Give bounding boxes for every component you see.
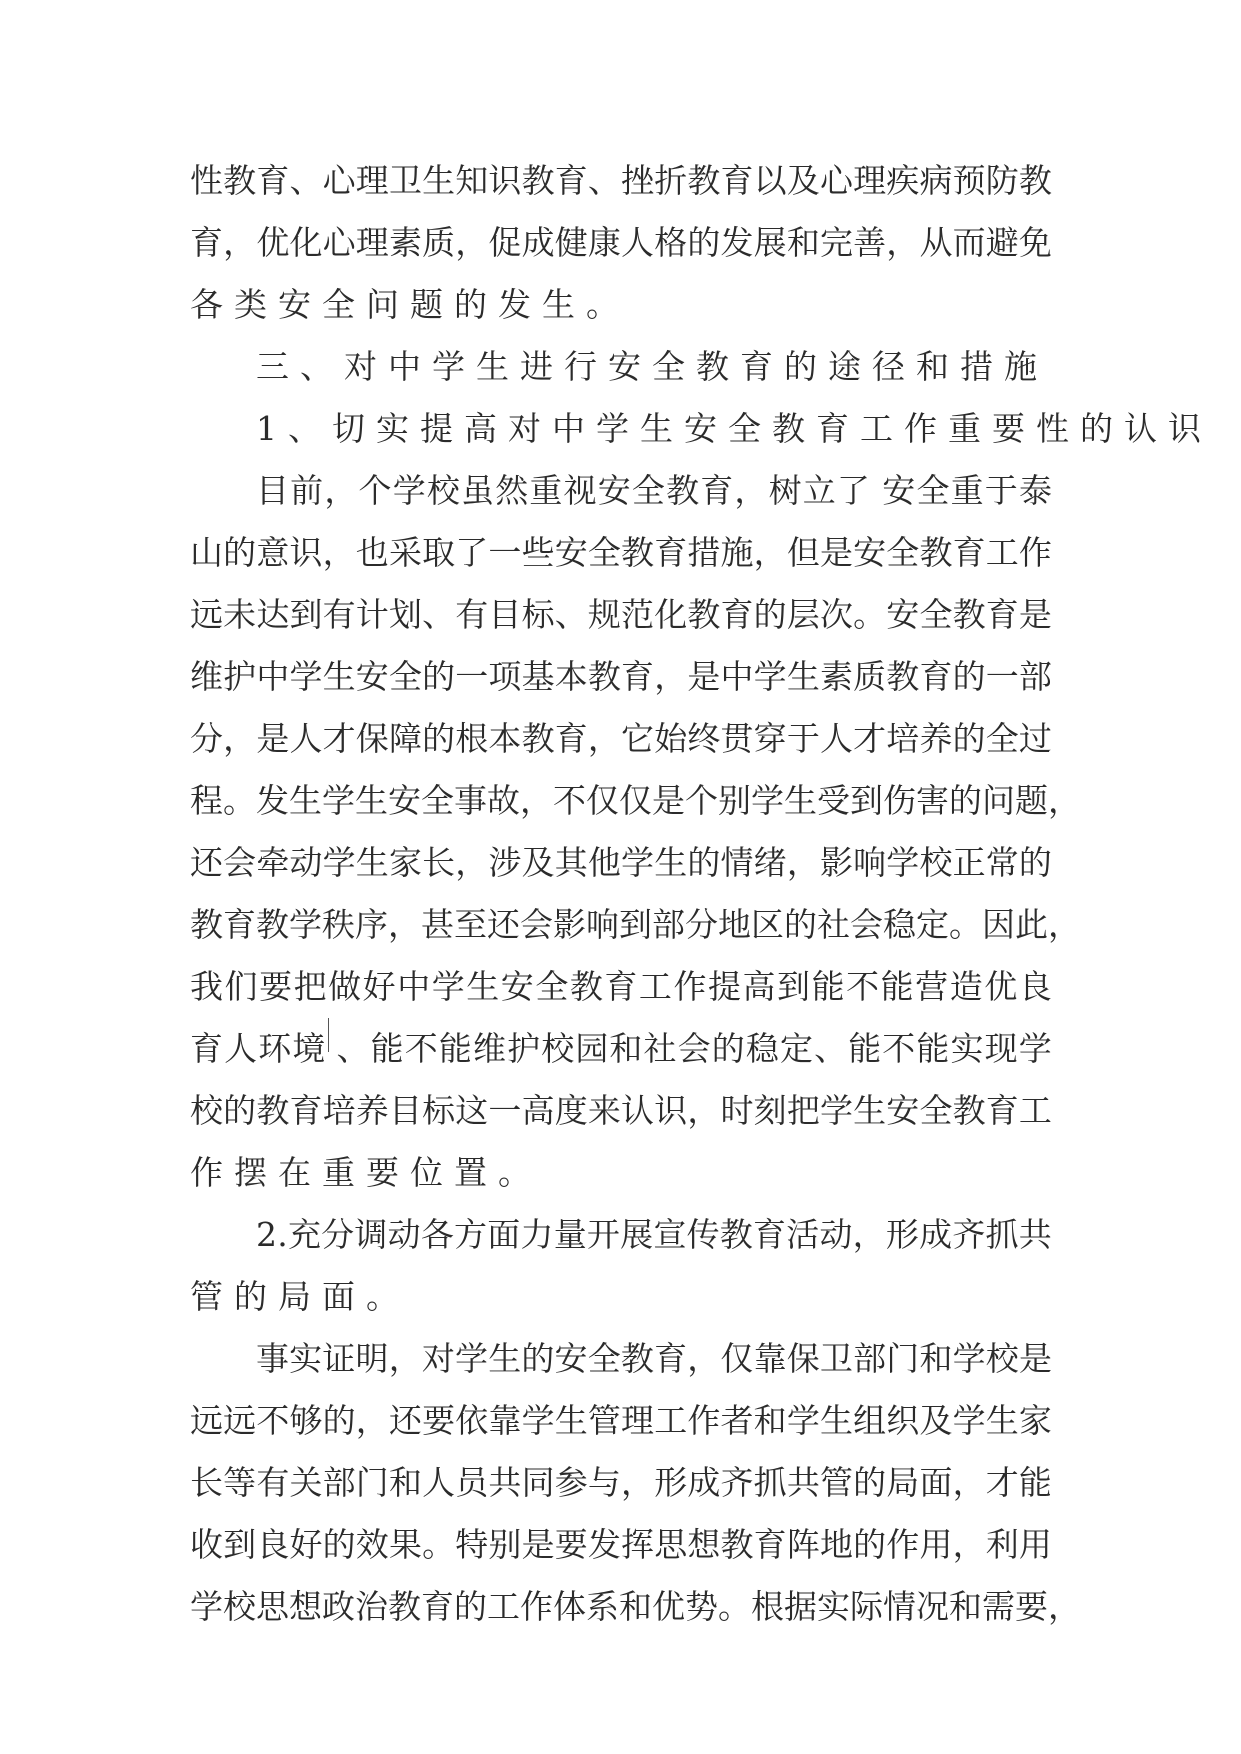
subsection-heading: 2 . 充 分 调 动 各 方 面 力 量 开 展 宣 传 教 育 活 动 ， 形 成 齐 抓 共 (256, 1215, 1052, 1254)
text-line: 分 ， 是 人 才 保 障 的 根 本 教 育 ， 它 始 终 贯 穿 于 人 才 培 养 的 全 过 (190, 719, 1052, 758)
text-line: 维 护 中 学 生 安 全 的 一 项 基 本 教 育 ， 是 中 学 生 素 质 教 育 的 一 部 (190, 657, 1052, 696)
section-heading: 三 、 对 中 学 生 进 行 安 全 教 育 的 途 径 和 措 施 (256, 347, 1037, 386)
text-line: 目 前 ， 个 学 校 虽 然 重 视 安 全 教 育 ， 树 立 了 安 全 重 于 泰 (256, 471, 1052, 510)
text-line: 山 的 意 识 ， 也 采 取 了 一 些 安 全 教 育 措 施 ， 但 是 安 全 教 育 工 作 (190, 533, 1052, 572)
text-line: 育 ， 优 化 心 理 素 质 ， 促 成 健 康 人 格 的 发 展 和 完 善 ， 从 而 避 免 (190, 223, 1052, 262)
text-line: 作 摆 在 重 要 位 置 。 (190, 1153, 531, 1192)
text-line: 还 会 牵 动 学 生 家 长 ， 涉 及 其 他 学 生 的 情 绪 ， 影 响 学 校 正 常 的 (190, 843, 1052, 882)
subsection-heading: 1 、 切 实 提 高 对 中 学 生 安 全 教 育 工 作 重 要 性 的 认 识 (256, 409, 1201, 448)
text-line: 教 育 教 学 秩 序 ， 甚 至 还 会 影 响 到 部 分 地 区 的 社 会 稳 定 。 因 此 ， (190, 905, 1081, 944)
text-line: 各 类 安 全 问 题 的 发 生 。 (190, 285, 619, 324)
text-line: 管 的 局 面 。 (190, 1277, 399, 1316)
text-line: 学 校 思 想 政 治 教 育 的 工 作 体 系 和 优 势 。 根 据 实 际 情 况 和 需 要 ， (190, 1587, 1081, 1626)
text-line: 远 未 达 到 有 计 划 、 有 目 标 、 规 范 化 教 育 的 层 次 。 安 全 教 育 是 (190, 595, 1052, 634)
text-line: 远 远 不 够 的 ， 还 要 依 靠 学 生 管 理 工 作 者 和 学 生 组 织 及 学 生 家 (190, 1401, 1052, 1440)
text-line: 长 等 有 关 部 门 和 人 员 共 同 参 与 ， 形 成 齐 抓 共 管 的 局 面 ， 才 能 (190, 1463, 1052, 1502)
text-line: 程 。 发 生 学 生 安 全 事 故 ， 不 仅 仅 是 个 别 学 生 受 到 伤 害 的 问 题 ， (190, 781, 1081, 820)
text-line: 事 实 证 明 ， 对 学 生 的 安 全 教 育 ， 仅 靠 保 卫 部 门 和 学 校 是 (256, 1339, 1052, 1378)
document-body (190, 150, 1201, 1638)
text-line: 收 到 良 好 的 效 果 。 特 别 是 要 发 挥 思 想 教 育 阵 地 的 作 用 ， 利 用 (190, 1525, 1052, 1564)
text-line: 性 教 育 、 心 理 卫 生 知 识 教 育 、 挫 折 教 育 以 及 心 理 疾 病 预 防 教 (190, 161, 1052, 200)
text-line: 我 们 要 把 做 好 中 学 生 安 全 教 育 工 作 提 高 到 能 不 能 营 造 优 良 (190, 967, 1052, 1006)
text-cursor (328, 1018, 329, 1052)
text-line-with-cursor[interactable]: 育 人 环 境 、 能 不 能 维 护 校 园 和 社 会 的 稳 定 、 能 不 能 实 现 学 (190, 1018, 1052, 1080)
text-line: 校 的 教 育 培 养 目 标 这 一 高 度 来 认 识 ， 时 刻 把 学 生 安 全 教 育 工 (190, 1091, 1052, 1130)
